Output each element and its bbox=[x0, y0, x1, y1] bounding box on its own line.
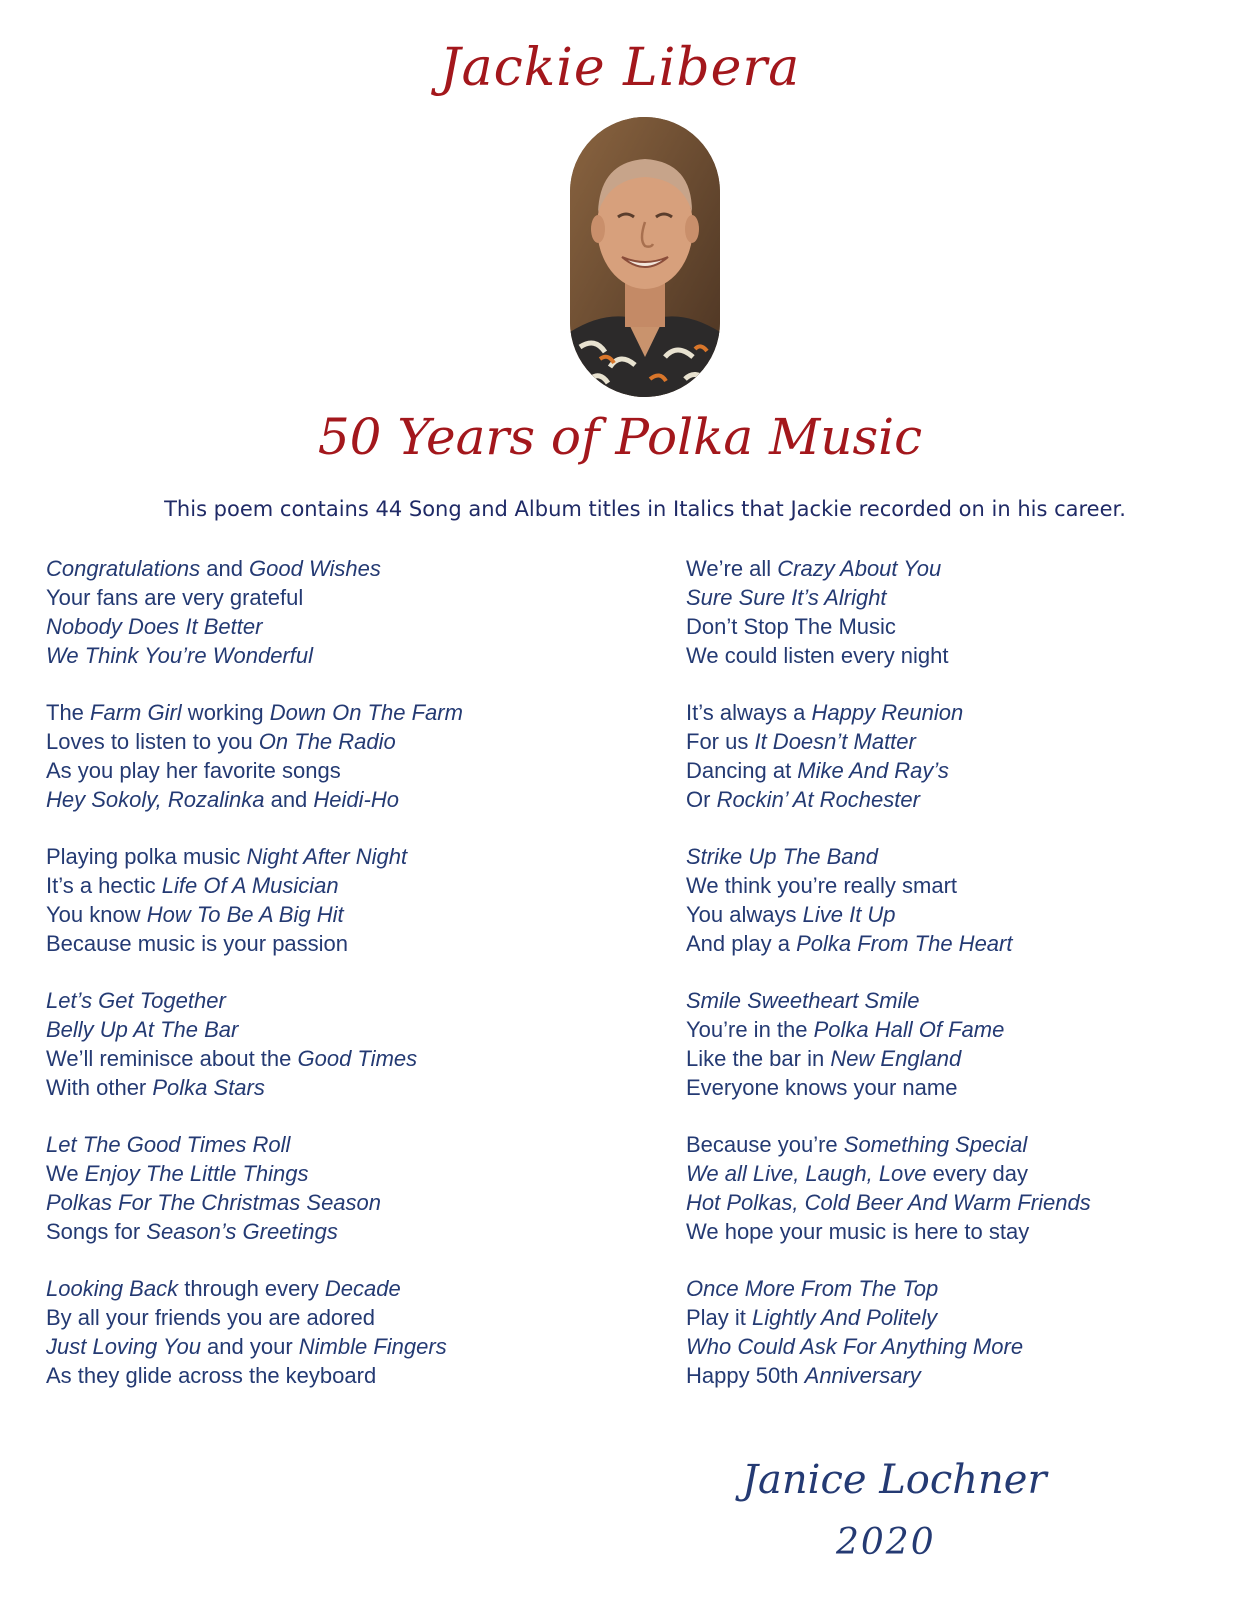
poem-text: Play it bbox=[686, 1305, 753, 1330]
poem-stanza bbox=[686, 698, 1091, 814]
poem-line bbox=[686, 554, 1091, 583]
poem-text: We’re all bbox=[686, 556, 778, 581]
song-title: Farm Girl bbox=[90, 700, 182, 725]
poem-line bbox=[686, 1044, 1091, 1073]
song-title: Hot Polkas, Cold Beer And Warm Friends bbox=[686, 1190, 1091, 1215]
poem-text: through every bbox=[178, 1276, 325, 1301]
song-title: Smile Sweetheart Smile bbox=[686, 988, 920, 1013]
poem-text: We think you’re really smart bbox=[686, 873, 958, 898]
poem-text: Don’t Stop The Music bbox=[686, 614, 896, 639]
song-title: Just Loving You bbox=[46, 1334, 201, 1359]
poem-stanza bbox=[46, 842, 463, 958]
poem-text: Your fans are very grateful bbox=[46, 585, 304, 610]
poem-line bbox=[686, 1274, 1091, 1303]
poem-text: We could listen every night bbox=[686, 643, 949, 668]
song-title: Once More From The Top bbox=[686, 1276, 939, 1301]
poem-line bbox=[686, 1217, 1091, 1246]
song-title: Polka Hall Of Fame bbox=[813, 1017, 1005, 1042]
poem-text: You’re in the bbox=[686, 1017, 814, 1042]
poem-text: As they glide across the keyboard bbox=[46, 1363, 377, 1388]
poem-line bbox=[46, 641, 463, 670]
song-title: Down On The Farm bbox=[269, 700, 463, 725]
song-title: Belly Up At The Bar bbox=[46, 1017, 239, 1042]
song-title: Let’s Get Together bbox=[46, 988, 226, 1013]
poem-text: Dancing at bbox=[686, 758, 798, 783]
song-title: Sure Sure It’s Alright bbox=[686, 585, 887, 610]
song-title: Lightly And Politely bbox=[752, 1305, 938, 1330]
poem-text: Because you’re bbox=[686, 1132, 844, 1157]
poem-text: working bbox=[181, 700, 270, 725]
song-title: Happy Reunion bbox=[811, 700, 964, 725]
poem-line bbox=[46, 1188, 463, 1217]
poem-line bbox=[686, 842, 1091, 871]
poem-line bbox=[46, 842, 463, 871]
poem-line bbox=[46, 1303, 463, 1332]
song-title: Hey Sokoly, Rozalinka bbox=[46, 787, 265, 812]
poem-text: It’s a hectic bbox=[46, 873, 162, 898]
poem-text: The bbox=[46, 700, 91, 725]
poem-text: By all your friends you are adored bbox=[46, 1305, 375, 1330]
poem-text: and bbox=[264, 787, 314, 812]
poem-line bbox=[46, 1217, 463, 1246]
poem-column-left bbox=[46, 554, 463, 1418]
poem-line bbox=[46, 1361, 463, 1390]
song-title: Crazy About You bbox=[777, 556, 942, 581]
poem-text: Because music is your passion bbox=[46, 931, 349, 956]
song-title: Congratulations bbox=[46, 556, 201, 581]
poem-line bbox=[46, 727, 463, 756]
song-title: Polkas For The Christmas Season bbox=[46, 1190, 382, 1215]
song-title: Decade bbox=[324, 1276, 401, 1301]
poem-line bbox=[686, 929, 1091, 958]
poem-text: Happy 50th bbox=[686, 1363, 805, 1388]
poem-line bbox=[46, 698, 463, 727]
poem-line bbox=[46, 1159, 463, 1188]
signature-year: 2020 bbox=[836, 1522, 936, 1563]
poem-text: We hope your music is here to stay bbox=[686, 1219, 1030, 1244]
song-title: Rockin’ At Rochester bbox=[716, 787, 920, 812]
poem-line bbox=[686, 1159, 1091, 1188]
poem-line bbox=[686, 698, 1091, 727]
poem-line bbox=[686, 727, 1091, 756]
poem-stanza bbox=[686, 1274, 1091, 1390]
poem-text: We bbox=[46, 1161, 85, 1186]
poem-stanza bbox=[46, 554, 463, 670]
poem-line bbox=[686, 986, 1091, 1015]
poem-line bbox=[686, 1073, 1091, 1102]
poem-line bbox=[686, 1361, 1091, 1390]
song-title: Night After Night bbox=[246, 844, 408, 869]
song-title: Season’s Greetings bbox=[146, 1219, 338, 1244]
poem-line bbox=[46, 900, 463, 929]
song-title: On The Radio bbox=[258, 729, 396, 754]
poem-line bbox=[686, 612, 1091, 641]
poem-text: every day bbox=[926, 1161, 1029, 1186]
poem-line bbox=[686, 756, 1091, 785]
poem-line bbox=[46, 1044, 463, 1073]
poem-text: As you play her favorite songs bbox=[46, 758, 341, 783]
song-title: Who Could Ask For Anything More bbox=[686, 1334, 1024, 1359]
song-title: Life Of A Musician bbox=[161, 873, 339, 898]
song-title: Nobody Does It Better bbox=[46, 614, 263, 639]
poem-text: You know bbox=[46, 902, 147, 927]
poem-text: With other bbox=[46, 1075, 153, 1100]
poem-column-right bbox=[686, 554, 1091, 1418]
poem-text: Or bbox=[686, 787, 717, 812]
poem-stanza bbox=[46, 1274, 463, 1390]
song-title: Strike Up The Band bbox=[686, 844, 878, 869]
subtitle: 50 Years of Polka Music bbox=[317, 408, 923, 466]
song-title: Mike And Ray’s bbox=[797, 758, 949, 783]
poem-line bbox=[46, 583, 463, 612]
poem-line bbox=[686, 1332, 1091, 1361]
song-title: We all Live, Laugh, Love bbox=[686, 1161, 927, 1186]
poem-line bbox=[686, 871, 1091, 900]
page-title: Jackie Libera bbox=[439, 38, 801, 98]
poem-line bbox=[686, 1015, 1091, 1044]
poem-line bbox=[46, 871, 463, 900]
signature-name: Janice Lochner bbox=[742, 1457, 1047, 1503]
poem-stanza bbox=[686, 986, 1091, 1102]
poem-stanza bbox=[46, 986, 463, 1102]
poem-line bbox=[46, 756, 463, 785]
poem-text: Songs for bbox=[46, 1219, 147, 1244]
poem-line bbox=[686, 641, 1091, 670]
poem-text: You always bbox=[686, 902, 803, 927]
poem-stanza bbox=[686, 1130, 1091, 1246]
song-title: Enjoy The Little Things bbox=[84, 1161, 309, 1186]
song-title: Looking Back bbox=[46, 1276, 179, 1301]
poem-stanza bbox=[46, 698, 463, 814]
intro-text: This poem contains 44 Song and Album titles in Italics that Jackie recorded on in his career. bbox=[164, 497, 1126, 521]
song-title: Something Special bbox=[843, 1132, 1028, 1157]
poem-line bbox=[46, 785, 463, 814]
portrait-photo-icon bbox=[570, 117, 720, 397]
poem-stanza bbox=[686, 842, 1091, 958]
song-title: Anniversary bbox=[804, 1363, 921, 1388]
song-title: It Doesn’t Matter bbox=[754, 729, 916, 754]
poem-line bbox=[46, 612, 463, 641]
poem-line bbox=[686, 1303, 1091, 1332]
song-title: How To Be A Big Hit bbox=[146, 902, 344, 927]
poem-line bbox=[46, 929, 463, 958]
poem-text: and your bbox=[200, 1334, 299, 1359]
poem-line bbox=[686, 1188, 1091, 1217]
poem-text: And play a bbox=[686, 931, 797, 956]
poem-line bbox=[686, 900, 1091, 929]
song-title: Good Wishes bbox=[249, 556, 381, 581]
poem-text: For us bbox=[686, 729, 755, 754]
song-title: Polka From The Heart bbox=[796, 931, 1013, 956]
song-title: We Think You’re Wonderful bbox=[46, 643, 313, 668]
poem-stanza bbox=[46, 1130, 463, 1246]
poem-text: Like the bar in bbox=[686, 1046, 831, 1071]
poem-line bbox=[46, 1015, 463, 1044]
song-title: Good Times bbox=[297, 1046, 418, 1071]
poem-line bbox=[46, 1073, 463, 1102]
poem-line bbox=[46, 986, 463, 1015]
song-title: Nimble Fingers bbox=[298, 1334, 447, 1359]
poem-line bbox=[686, 785, 1091, 814]
poem-line bbox=[686, 583, 1091, 612]
poem-line bbox=[686, 1130, 1091, 1159]
song-title: Let The Good Times Roll bbox=[46, 1132, 291, 1157]
poem-text: Loves to listen to you bbox=[46, 729, 259, 754]
poem-stanza bbox=[686, 554, 1091, 670]
poem-line bbox=[46, 554, 463, 583]
poem-line bbox=[46, 1130, 463, 1159]
poem-text: Everyone knows your name bbox=[686, 1075, 958, 1100]
song-title: Live It Up bbox=[802, 902, 896, 927]
poem-line bbox=[46, 1274, 463, 1303]
poem-text: and bbox=[200, 556, 250, 581]
poem-text: It’s always a bbox=[686, 700, 812, 725]
poem-line bbox=[46, 1332, 463, 1361]
song-title: New England bbox=[830, 1046, 962, 1071]
poem-text: We’ll reminisce about the bbox=[46, 1046, 298, 1071]
song-title: Polka Stars bbox=[152, 1075, 265, 1100]
poem-text: Playing polka music bbox=[46, 844, 247, 869]
song-title: Heidi-Ho bbox=[313, 787, 399, 812]
